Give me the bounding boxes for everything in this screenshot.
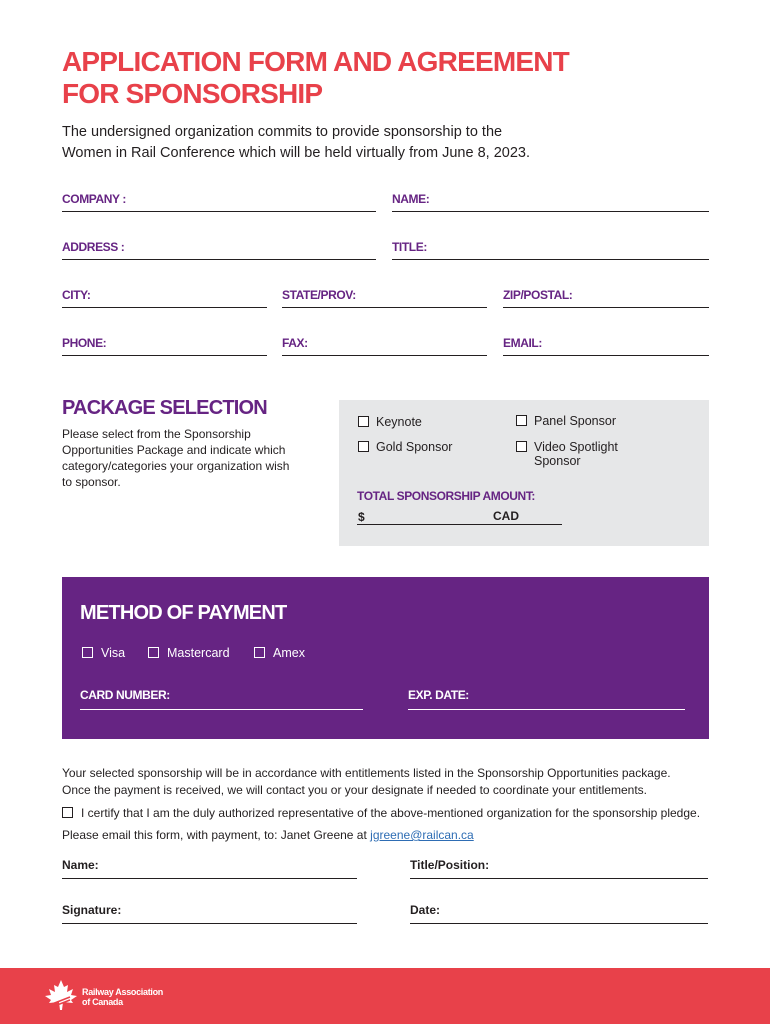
zip-label: ZIP/POSTAL: (503, 288, 573, 302)
email-instruction (62, 828, 474, 842)
signatory-title-field[interactable] (410, 858, 708, 879)
footer-org-line-1: Railway Association (82, 987, 163, 997)
signatory-title-label: Title/Position: (410, 858, 490, 872)
option-panel-sponsor[interactable] (516, 414, 616, 428)
exp-date-label: EXP. DATE: (408, 688, 469, 702)
keynote-checkbox[interactable] (358, 416, 369, 427)
certify-row[interactable] (62, 806, 700, 820)
address-label: ADDRESS : (62, 240, 125, 254)
entitlement-note-line-1: Your selected sponsorship will be in accordance with entitlements listed in the Sponsorship Opportunities package. (62, 766, 671, 780)
currency-symbol: $ (358, 510, 365, 524)
date-label: Date: (410, 903, 441, 917)
certify-checkbox[interactable] (62, 807, 73, 818)
title-label: TITLE: (392, 240, 427, 254)
footer-logo-text (82, 987, 163, 1007)
contact-email-link[interactable]: jgreene@railcan.ca (370, 828, 474, 842)
email-field[interactable] (503, 336, 709, 356)
name-label: NAME: (392, 192, 430, 206)
signatory-name-field[interactable] (62, 858, 357, 879)
email-instruction-text: Please email this form, with payment, to: Janet Greene at (62, 828, 371, 842)
company-label: COMPANY : (62, 192, 126, 206)
maple-leaf-icon (44, 979, 78, 1011)
payment-heading: METHOD OF PAYMENT (80, 602, 287, 624)
date-field[interactable] (410, 903, 708, 924)
entitlement-note (62, 765, 722, 799)
payment-visa[interactable] (82, 646, 125, 660)
option-gold-sponsor[interactable] (358, 440, 452, 454)
panel-sponsor-label: Panel Sponsor (534, 414, 617, 428)
address-field[interactable] (62, 240, 376, 260)
footer-org-line-2: of Canada (82, 997, 123, 1007)
intro-line-2: Women in Rail Conference which will be held virtually from June 8, 2023. (62, 145, 530, 161)
payment-amex[interactable] (254, 646, 305, 660)
zip-field[interactable] (503, 288, 709, 308)
option-video-spotlight[interactable] (516, 440, 618, 468)
page-title-line-2: FOR SPONSORSHIP (62, 78, 323, 109)
option-keynote[interactable] (358, 415, 422, 429)
payment-mastercard[interactable] (148, 646, 230, 660)
panel-sponsor-checkbox[interactable] (516, 415, 527, 426)
intro-text (62, 122, 622, 164)
page-title-line-1: APPLICATION FORM AND AGREEMENT (62, 46, 569, 77)
total-amount-label: TOTAL SPONSORSHIP AMOUNT: (357, 489, 536, 503)
gold-sponsor-label: Gold Sponsor (376, 440, 453, 454)
visa-checkbox[interactable] (82, 647, 93, 658)
package-heading: PACKAGE SELECTION (62, 397, 267, 419)
card-number-field[interactable] (80, 688, 363, 710)
amex-checkbox[interactable] (254, 647, 265, 658)
fax-label: FAX: (282, 336, 308, 350)
signatory-name-label: Name: (62, 858, 99, 872)
visa-label: Visa (101, 646, 126, 660)
video-spotlight-checkbox[interactable] (516, 441, 527, 452)
signature-field[interactable] (62, 903, 357, 924)
company-field[interactable] (62, 192, 376, 212)
intro-line-1: The undersigned organization commits to provide sponsorship to the (62, 124, 503, 140)
total-amount-input[interactable] (357, 508, 562, 525)
signature-label: Signature: (62, 903, 122, 917)
keynote-label: Keynote (376, 415, 422, 429)
video-spotlight-label-line-1: Video Spotlight (534, 440, 618, 454)
email-label: EMAIL: (503, 336, 542, 350)
currency-code: CAD (493, 509, 519, 523)
city-label: CITY: (62, 288, 91, 302)
mastercard-label: Mastercard (167, 646, 230, 660)
certify-label: I certify that I am the duly authorized representative of the above-mentioned organization for the sponsorship pledge. (81, 806, 701, 820)
package-description: Please select from the Sponsorship Opportunities Package and indicate which category/categories your organization wish to sponsor. (62, 427, 290, 489)
fax-field[interactable] (282, 336, 487, 356)
state-label: STATE/PROV: (282, 288, 356, 302)
phone-field[interactable] (62, 336, 267, 356)
gold-sponsor-checkbox[interactable] (358, 441, 369, 452)
phone-label: PHONE: (62, 336, 107, 350)
entitlement-note-line-2: Once the payment is received, we will contact you or your designate if needed to coordinate your entitlements. (62, 783, 647, 797)
name-field[interactable] (392, 192, 709, 212)
page-title (62, 46, 662, 110)
state-field[interactable] (282, 288, 487, 308)
exp-date-field[interactable] (408, 688, 685, 710)
card-number-label: CARD NUMBER: (80, 688, 170, 702)
video-spotlight-label-line-2: Sponsor (534, 454, 581, 468)
mastercard-checkbox[interactable] (148, 647, 159, 658)
city-field[interactable] (62, 288, 267, 308)
title-field[interactable] (392, 240, 709, 260)
amex-label: Amex (273, 646, 305, 660)
